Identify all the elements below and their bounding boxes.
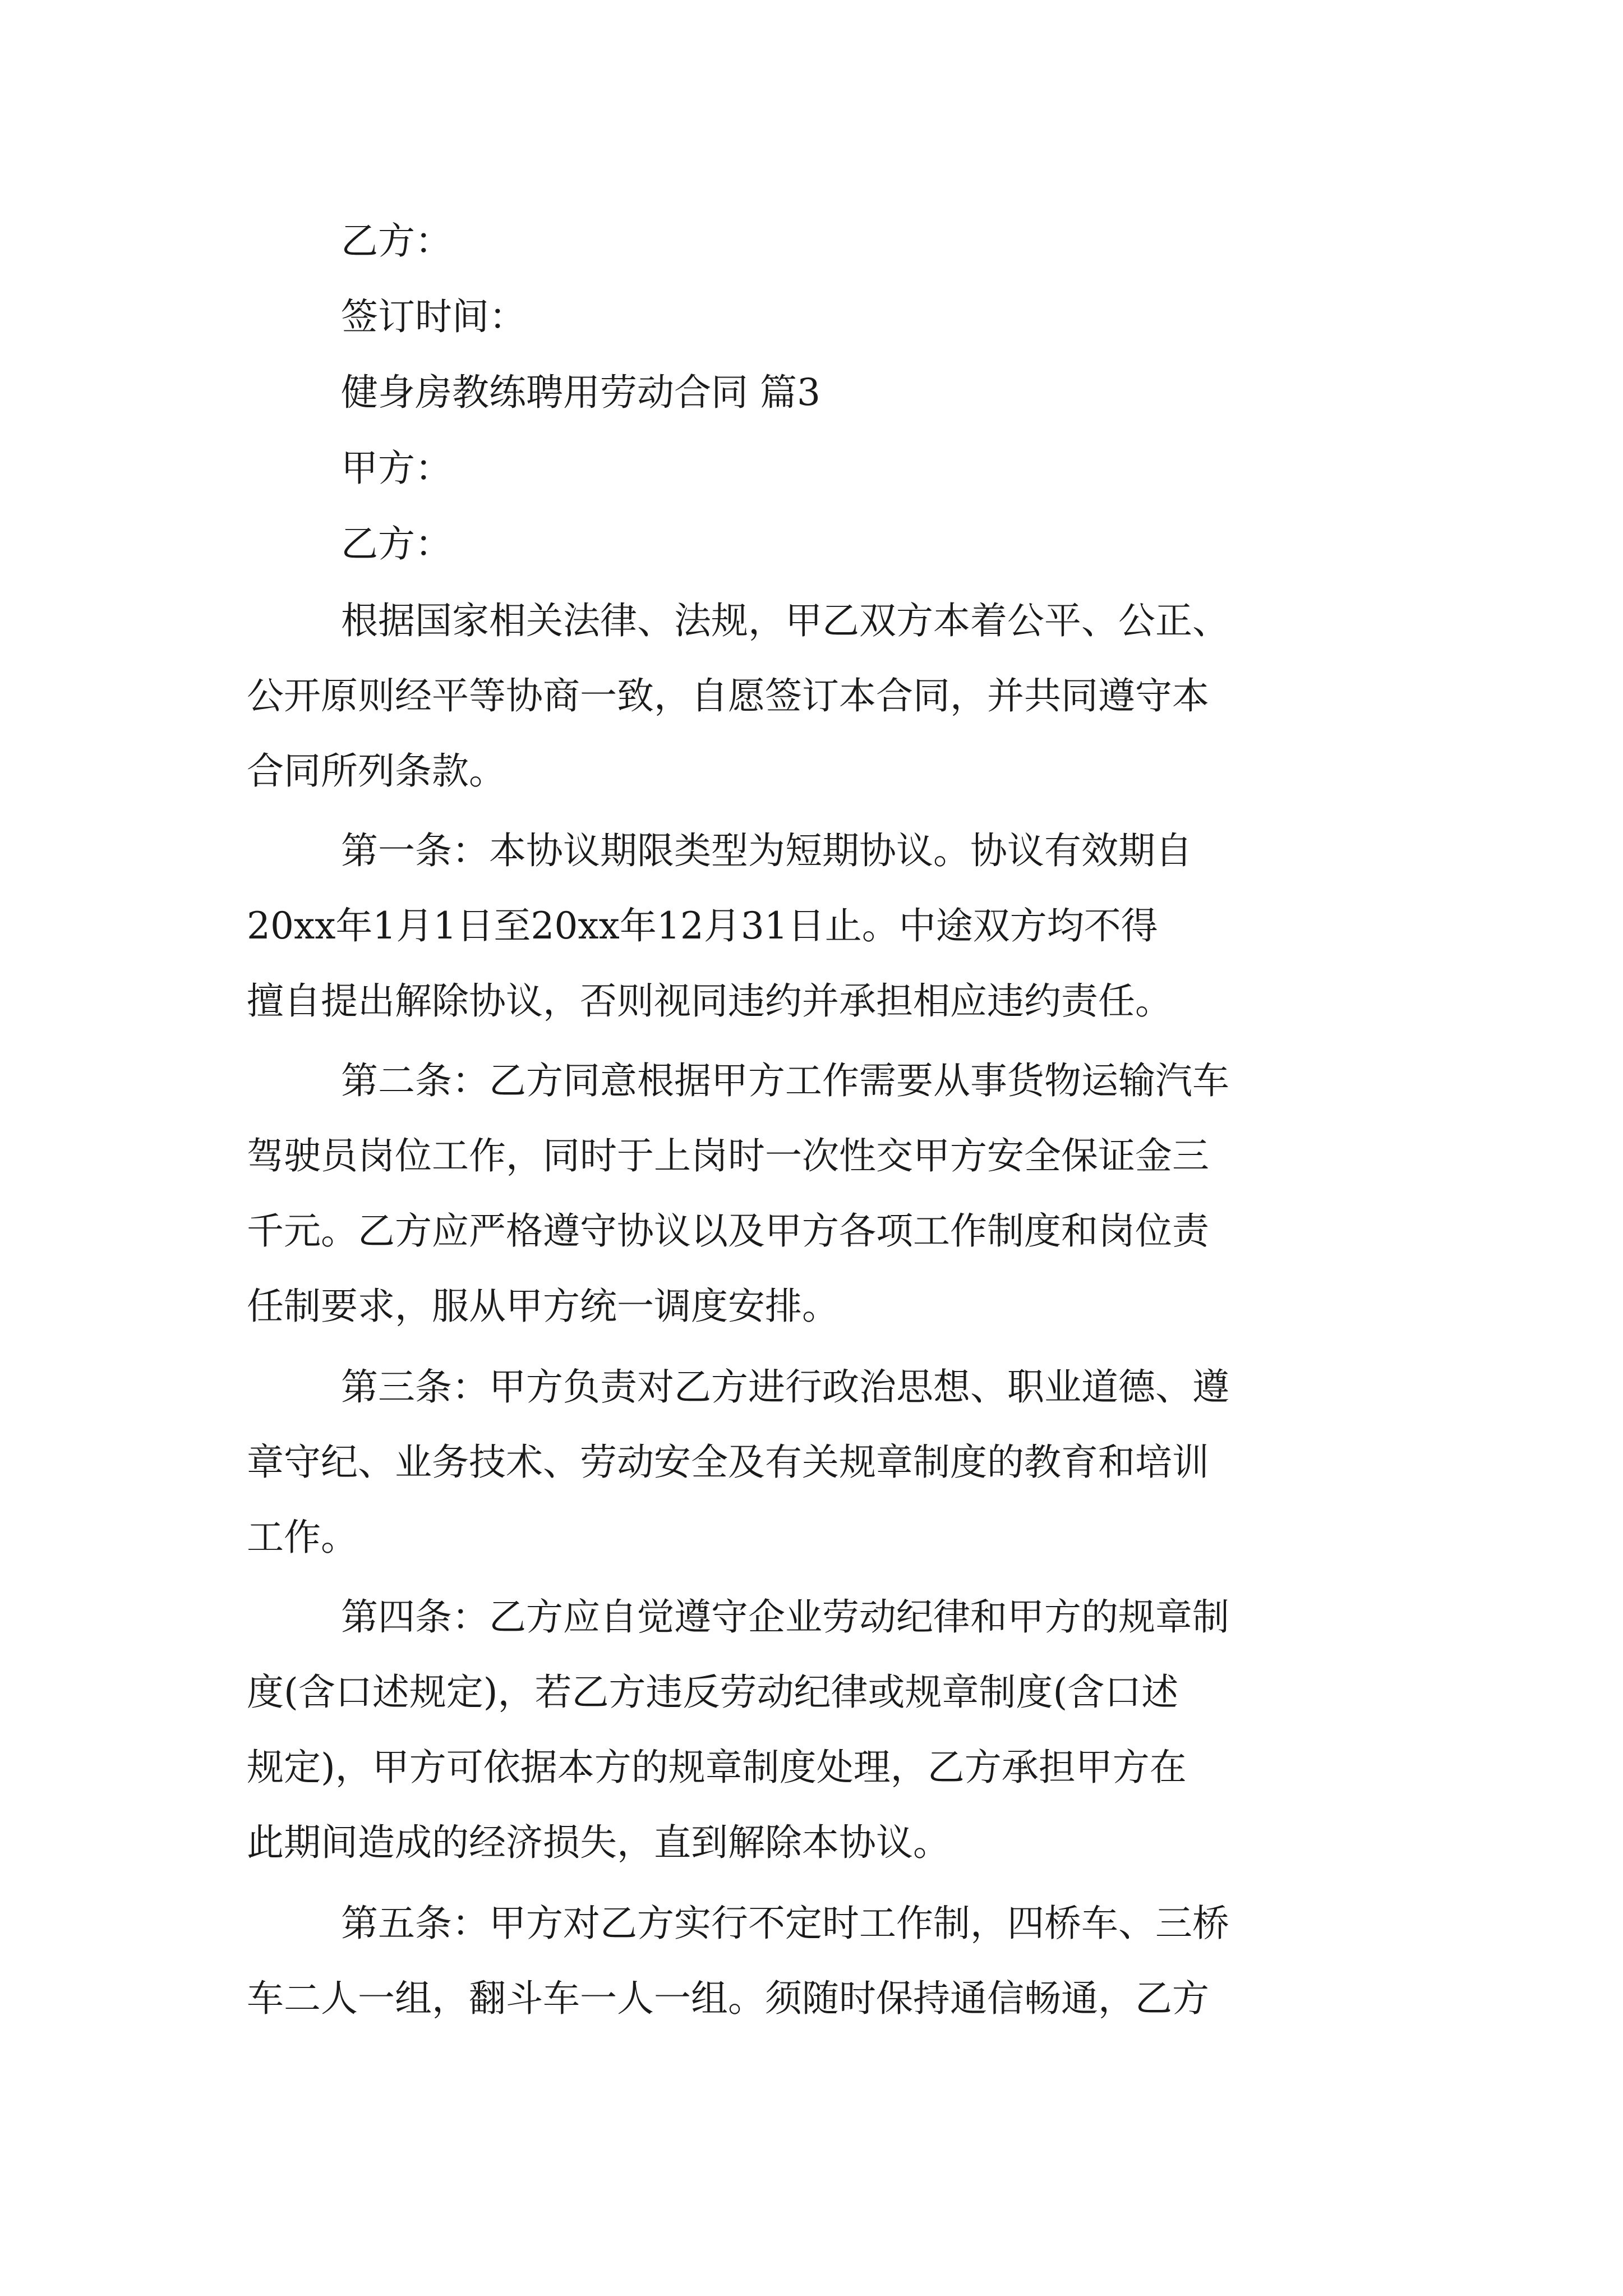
text-line: 章守纪、业务技术、劳动安全及有关规章制度的教育和培训 [247,1441,1209,1484]
text-line: 第一条：本协议期限类型为短期协议。协议有效期自 [341,829,1192,872]
text-line: 任制要求，服从甲方统一调度安排。 [247,1285,839,1328]
text-line: 规定)，甲方可依据本方的规章制度处理，乙方承担甲方在 [247,1746,1187,1789]
text-line: 根据国家相关法律、法规，甲乙双方本着公平、公正、 [341,599,1229,642]
party-b-label: 乙方： [341,219,452,263]
text-line: 20xx年1月1日至20xx年12月31日止。中途双方均不得 [247,904,1158,947]
signing-date-label: 签订时间： [341,295,526,338]
party-a-label: 甲方： [341,447,452,490]
text-line: 千元。乙方应严格遵守协议以及甲方各项工作制度和岗位责 [247,1209,1209,1253]
text-line: 公开原则经平等协商一致，自愿签订本合同，并共同遵守本 [247,674,1209,717]
text-line: 车二人一组，翻斗车一人一组。须随时保持通信畅通，乙方 [247,1977,1209,2020]
text-line: 擅自提出解除协议，否则视同违约并承担相应违约责任。 [247,979,1172,1023]
text-line: 度(含口述规定)，若乙方违反劳动纪律或规章制度(含口述 [247,1671,1179,1714]
text-line: 第四条：乙方应自觉遵守企业劳动纪律和甲方的规章制 [341,1595,1229,1639]
text-line: 第二条：乙方同意根据甲方工作需要从事货物运输汽车 [341,1059,1229,1102]
party-b-label: 乙方： [341,522,452,565]
section-heading: 健身房教练聘用劳动合同 篇3 [341,371,820,414]
text-line: 驾驶员岗位工作，同时于上岗时一次性交甲方安全保证金三 [247,1134,1209,1177]
text-line: 第五条：甲方对乙方实行不定时工作制，四桥车、三桥 [341,1902,1229,1945]
text-line: 工作。 [247,1516,358,1559]
text-line: 此期间造成的经济损失，直到解除本协议。 [247,1821,950,1864]
text-line: 第三条：甲方负责对乙方进行政治思想、职业道德、遵 [341,1365,1229,1409]
text-line: 合同所列条款。 [247,749,506,793]
